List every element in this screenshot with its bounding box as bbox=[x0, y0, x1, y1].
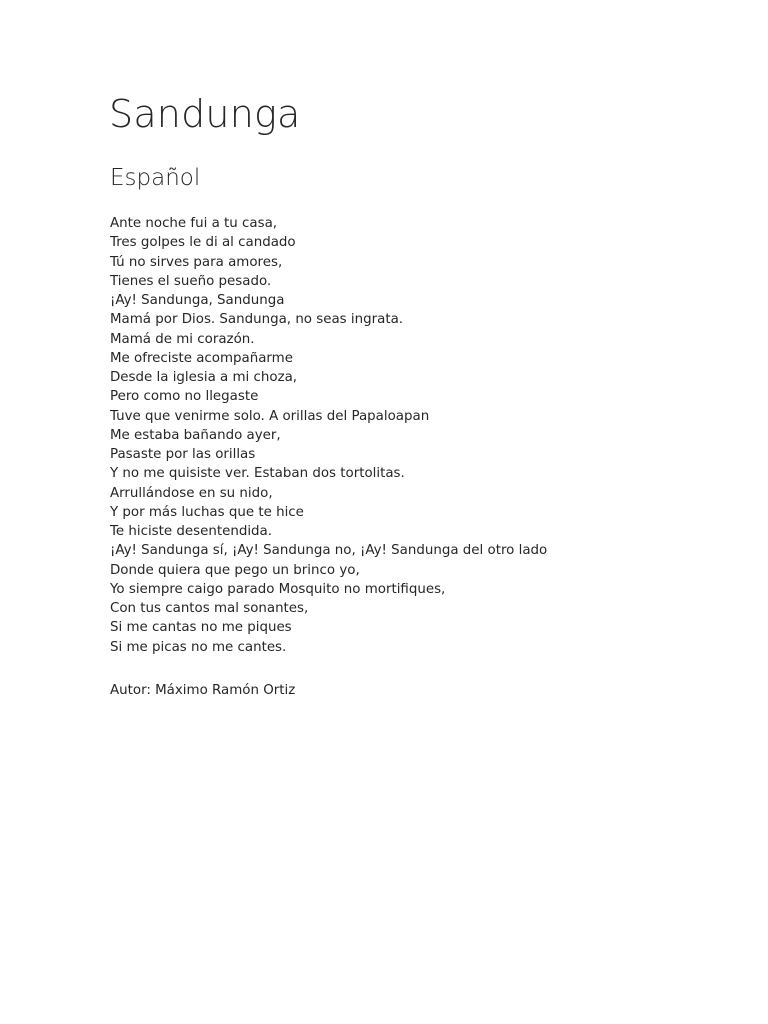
lyric-line: Pero como no llegaste bbox=[110, 389, 259, 405]
lyric-line: Arrullándose en su nido, bbox=[110, 485, 273, 501]
lyric-line: Si me picas no me cantes. bbox=[110, 639, 287, 655]
lyric-line: Ante noche fui a tu casa, bbox=[110, 216, 278, 231]
lyrics-body bbox=[110, 214, 547, 657]
lyric-line: Te hiciste desentendida. bbox=[110, 524, 273, 539]
lyric-line: Desde la iglesia a mi choza, bbox=[110, 370, 298, 385]
lyric-line: Y por más luchas que te hice bbox=[110, 504, 304, 520]
language-heading: Español bbox=[110, 165, 201, 191]
lyric-line: Yo siempre caigo parado Mosquito no mortifiques, bbox=[110, 581, 446, 597]
lyric-line: Si me cantas no me piques bbox=[110, 620, 292, 636]
lyric-line: Tú no sirves para amores, bbox=[110, 254, 283, 270]
lyric-line: Tienes el sueño pesado. bbox=[110, 273, 272, 289]
lyric-line: Mamá de mi corazón. bbox=[110, 331, 255, 347]
lyric-line: Pasaste por las orillas bbox=[110, 447, 256, 462]
lyric-line: Me estaba bañando ayer, bbox=[110, 427, 281, 443]
document-title: Sandunga bbox=[109, 92, 301, 136]
author-credit: Autor: Máximo Ramón Ortiz bbox=[110, 683, 296, 698]
lyric-line: ¡Ay! Sandunga, Sandunga bbox=[110, 293, 285, 308]
lyric-line: Y no me quisiste ver. Estaban dos tortolitas. bbox=[110, 466, 405, 482]
lyric-line: Tuve que venirme solo. A orillas del Papaloapan bbox=[110, 408, 430, 424]
lyric-line: Mamá por Dios. Sandunga, no seas ingrata. bbox=[110, 312, 404, 328]
lyric-line: Con tus cantos mal sonantes, bbox=[110, 601, 309, 616]
lyric-line: Tres golpes le di al candado bbox=[110, 235, 296, 251]
lyric-line: Donde quiera que pego un brinco yo, bbox=[110, 562, 360, 578]
lyric-line: Me ofreciste acompañarme bbox=[110, 350, 293, 366]
lyric-line: ¡Ay! Sandunga sí, ¡Ay! Sandunga no, ¡Ay! Sandunga del otro lado bbox=[110, 543, 548, 559]
